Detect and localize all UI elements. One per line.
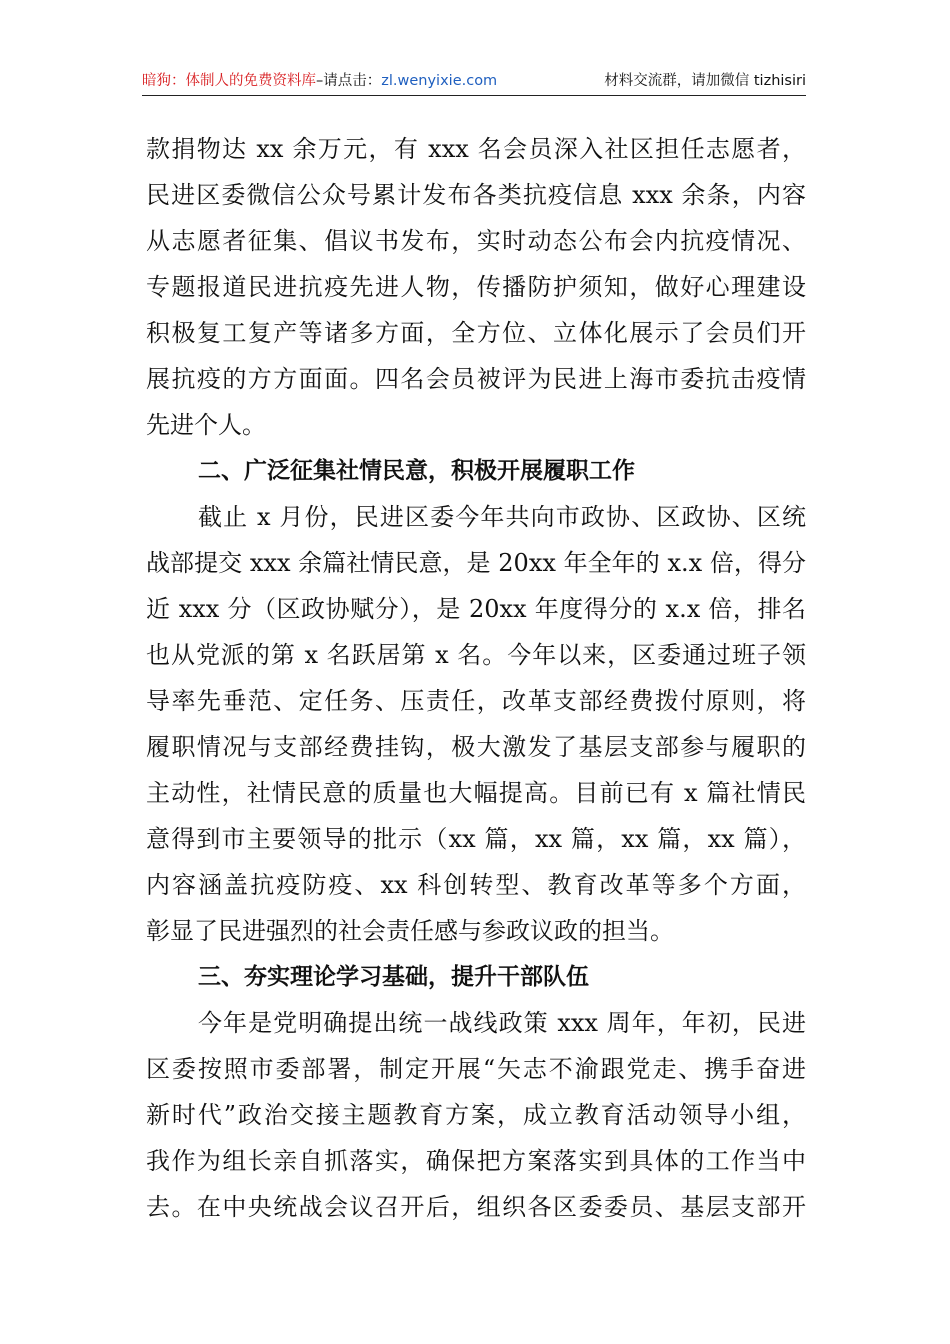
paragraph-line: 意得到市主要领导的批示（xx 篇，xx 篇，xx 篇，xx 篇），	[146, 825, 806, 853]
paragraph-line: 展抗疫的方方面面。四名会员被评为民进上海市委抗击疫情	[146, 365, 806, 393]
paragraph-line: 截止 x 月份，民进区委今年共向市政协、区政协、区统	[198, 503, 806, 531]
header-link[interactable]: zl.wenyixie.com	[381, 73, 498, 89]
paragraph-line: 导率先垂范、定任务、压责任，改革支部经费拨付原则，将	[146, 687, 806, 715]
paragraph-line: 积极复工复产等诸多方面，全方位、立体化展示了会员们开	[146, 319, 806, 347]
paragraph-line: 从志愿者征集、倡议书发布，实时动态公布会内抗疫情况、	[146, 227, 806, 255]
header-divider	[142, 95, 806, 96]
header-contact: 材料交流群，请加微信 tizhisiri	[604, 73, 806, 89]
paragraph-line: 款捐物达 xx 余万元，有 xxx 名会员深入社区担任志愿者，	[146, 135, 806, 163]
paragraph-line: 也从党派的第 x 名跃居第 x 名。今年以来，区委通过班子领	[146, 641, 806, 669]
page-header	[142, 68, 806, 94]
paragraph-line: 内容涵盖抗疫防疫、xx 科创转型、教育改革等多个方面，	[146, 871, 806, 899]
header-separator: –请点击：	[316, 73, 382, 89]
paragraph-line: 彰显了民进强烈的社会责任感与参政议政的担当。	[146, 917, 674, 945]
paragraph-line: 主动性，社情民意的质量也大幅提高。目前已有 x 篇社情民	[146, 779, 806, 807]
paragraph-line: 我作为组长亲自抓落实，确保把方案落实到具体的工作当中	[146, 1147, 806, 1175]
paragraph-line: 去。在中央统战会议召开后，组织各区委委员、基层支部开	[146, 1193, 806, 1221]
document-body	[146, 126, 806, 1230]
paragraph-line: 今年是党明确提出统一战线政策 xxx 周年，年初，民进	[198, 1009, 806, 1037]
paragraph-line: 先进个人。	[146, 411, 266, 439]
section-heading-2: 二、广泛征集社情民意，积极开展履职工作	[198, 458, 635, 484]
paragraph-line: 民进区委微信公众号累计发布各类抗疫信息 xxx 余条，内容	[146, 181, 806, 209]
section-heading-3: 三、夯实理论学习基础，提升干部队伍	[198, 964, 589, 990]
paragraph-line: 战部提交 xxx 余篇社情民意，是 20xx 年全年的 x.x 倍，得分	[146, 549, 806, 577]
header-brand: 暗狗：体制人的免费资料库	[142, 73, 316, 89]
paragraph-line: 近 xxx 分（区政协赋分），是 20xx 年度得分的 x.x 倍，排名	[146, 595, 806, 623]
paragraph-line: 新时代”政治交接主题教育方案，成立教育活动领导小组，	[146, 1101, 806, 1129]
paragraph-line: 区委按照市委部署，制定开展“矢志不渝跟党走、携手奋进	[146, 1055, 806, 1083]
paragraph-line: 履职情况与支部经费挂钩，极大激发了基层支部参与履职的	[146, 733, 806, 761]
paragraph-line: 专题报道民进抗疫先进人物，传播防护须知，做好心理建设	[146, 273, 806, 301]
